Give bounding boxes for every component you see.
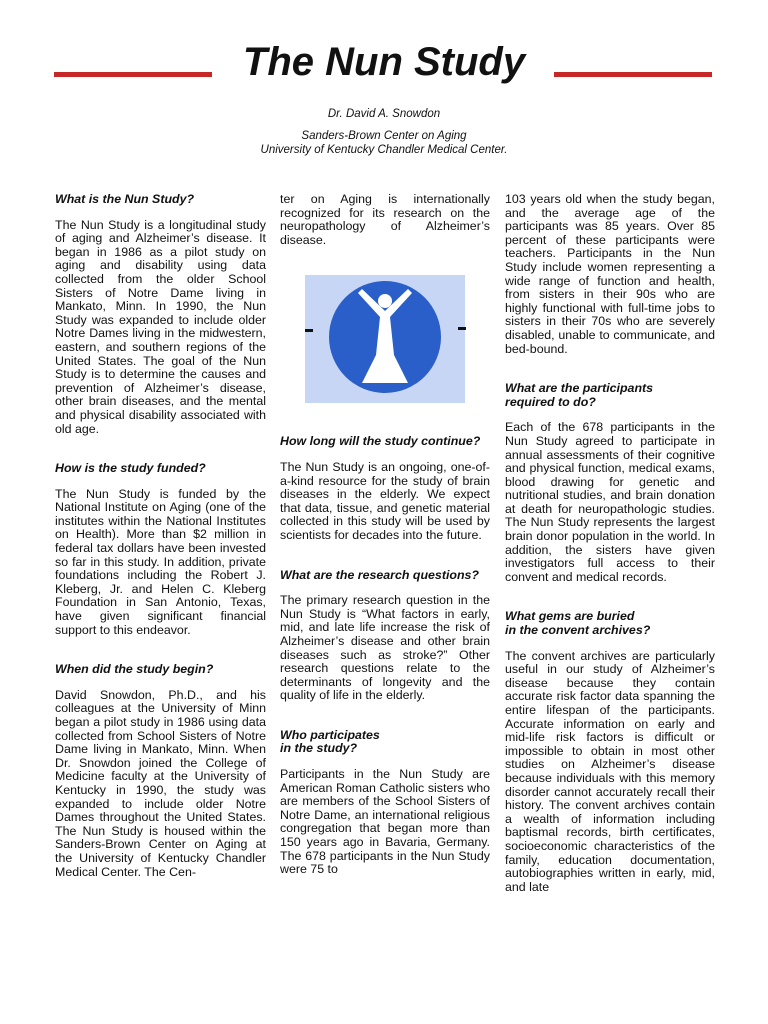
paragraph: Each of the 678 participants in the Nun Study agreed to participate in annual assessments of their cognitive and physical function, medical exams, blood drawing for genetic and nutritional studies, and brain donation at death for neuropathologic studies. The Nun Study represents the largest brain donor population in the world. In addition, the sisters have given investigators full access to their convent and medical records. [505, 420, 715, 584]
paragraph: The Nun Study is a longitudinal study of aging and Alzheimer’s disease. It began in 1986 as a pilot study on aging and disability using data collected from the older School Sisters of Notre Dame living in Mankato, Minn. In 1990, the Nun Study was expanded to include older Notre Dames living in the midwestern, eastern, and southern regions of the United States. The goal of the Nun Study is to determine the causes and prevention of Alzheimer’s disease, other brain diseases, and the mental and physical disability associated with old age. [55, 217, 266, 436]
question-heading: What are the participants [505, 381, 654, 396]
question-heading: How is the study funded? [55, 461, 206, 476]
paragraph: The Nun Study is funded by the National Institute on Aging (one of the institutes within the National Institutes on Health). More than $2 million in federal tax dollars have been invested so far in this study. In addition, private foundations including the Robert J. Kleberg, Jr. and Helen C. Kleberg Foundation in San Antonio, Texas, have given significant financial support to this endeavor. [55, 486, 266, 637]
paragraph: David Snowdon, Ph.D., and his colleagues at the University of Minn began a pilot study in 1986 using data collected from School Sisters of Notre Dame living in Mankato, Minn. When Dr. Snowdon joined the College of Medicine faculty at the University of Kentucky in 1990, the study was expanded to include older Notre Dames throughout the United States. The Nun Study is housed within the Sanders-Brown Center on Aging at the University of Kentucky Chandler Medical Center. The Cen- [55, 687, 266, 879]
question-heading: in the convent archives? [505, 623, 651, 638]
paragraph: Participants in the Nun Study are American Roman Catholic sisters who are members of the School Sisters of Notre Dame, an international religious congregation that began more than 150 years ago in Bavaria, Germany. The 678 participants in the Nun Study were 75 to [280, 767, 490, 877]
author-line: Dr. David A. Snowdon [327, 108, 441, 120]
figure-with-raised-arms-icon [280, 275, 490, 403]
column-1 [55, 193, 266, 879]
paragraph: 103 years old when the study began, and the average age of the participants was 85 years. Over 85 percent of these participants were teachers. Participants in the Nun Study include women representing a wide range of function and health, from sisters in their 90s who are highly functional with full-time jobs to sisters in their 70s who are severely disabled, unable to communicate, and bed-bound. [505, 192, 715, 356]
nun-study-logo [280, 275, 490, 403]
page-title: The Nun Study [242, 40, 526, 84]
affiliation-line-2: University of Kentucky Chandler Medical Center. [260, 144, 508, 156]
question-heading: What is the Nun Study? [55, 192, 195, 206]
question-heading: in the study? [280, 741, 358, 756]
affiliation-line-1: Sanders-Brown Center on Aging [301, 130, 467, 142]
question-heading: How long will the study continue? [280, 434, 481, 449]
question-heading: When did the study begin? [55, 662, 214, 677]
paragraph: The primary research question in the Nun Study is “What factors in early, mid, and late life increase the risk of Alzheimer’s disease and other brain diseases such as stroke?” Other research questions relate to the determinants of longevity and the quality of life in the elderly. [280, 593, 490, 703]
question-heading: Who participates [280, 727, 380, 742]
question-heading: What gems are buried [505, 609, 635, 624]
column-3 [505, 193, 715, 894]
question-heading: What are the research questions? [280, 567, 479, 582]
paragraph: ter on Aging is internationally recognized for its research on the neuropathology of Alzheimer’s disease. [280, 192, 490, 247]
paragraph: The Nun Study is an ongoing, one-of-a-kind resource for the study of brain diseases in the elderly. We expect that data, tissue, and genetic material collected in this study will be used by scientists for decades into the future. [280, 459, 490, 542]
question-heading: required to do? [505, 394, 596, 409]
paragraph: The convent archives are particularly useful in our study of Alzheimer’s disease because they contain accurate risk factor data spanning the entire lifespan of the participants. Accurate information on early and mid-life risk factors is difficult or impossible to obtain in most other studies on Alzheimer’s disease because individuals with this memory disorder cannot accurately recall their history. The convent archives contain a wealth of information including baptismal records, birth certificates, socioeconomic characteristics of the family, education documentation, autobiographies written in early, mid, and late [505, 648, 715, 894]
column-2 [280, 193, 490, 877]
